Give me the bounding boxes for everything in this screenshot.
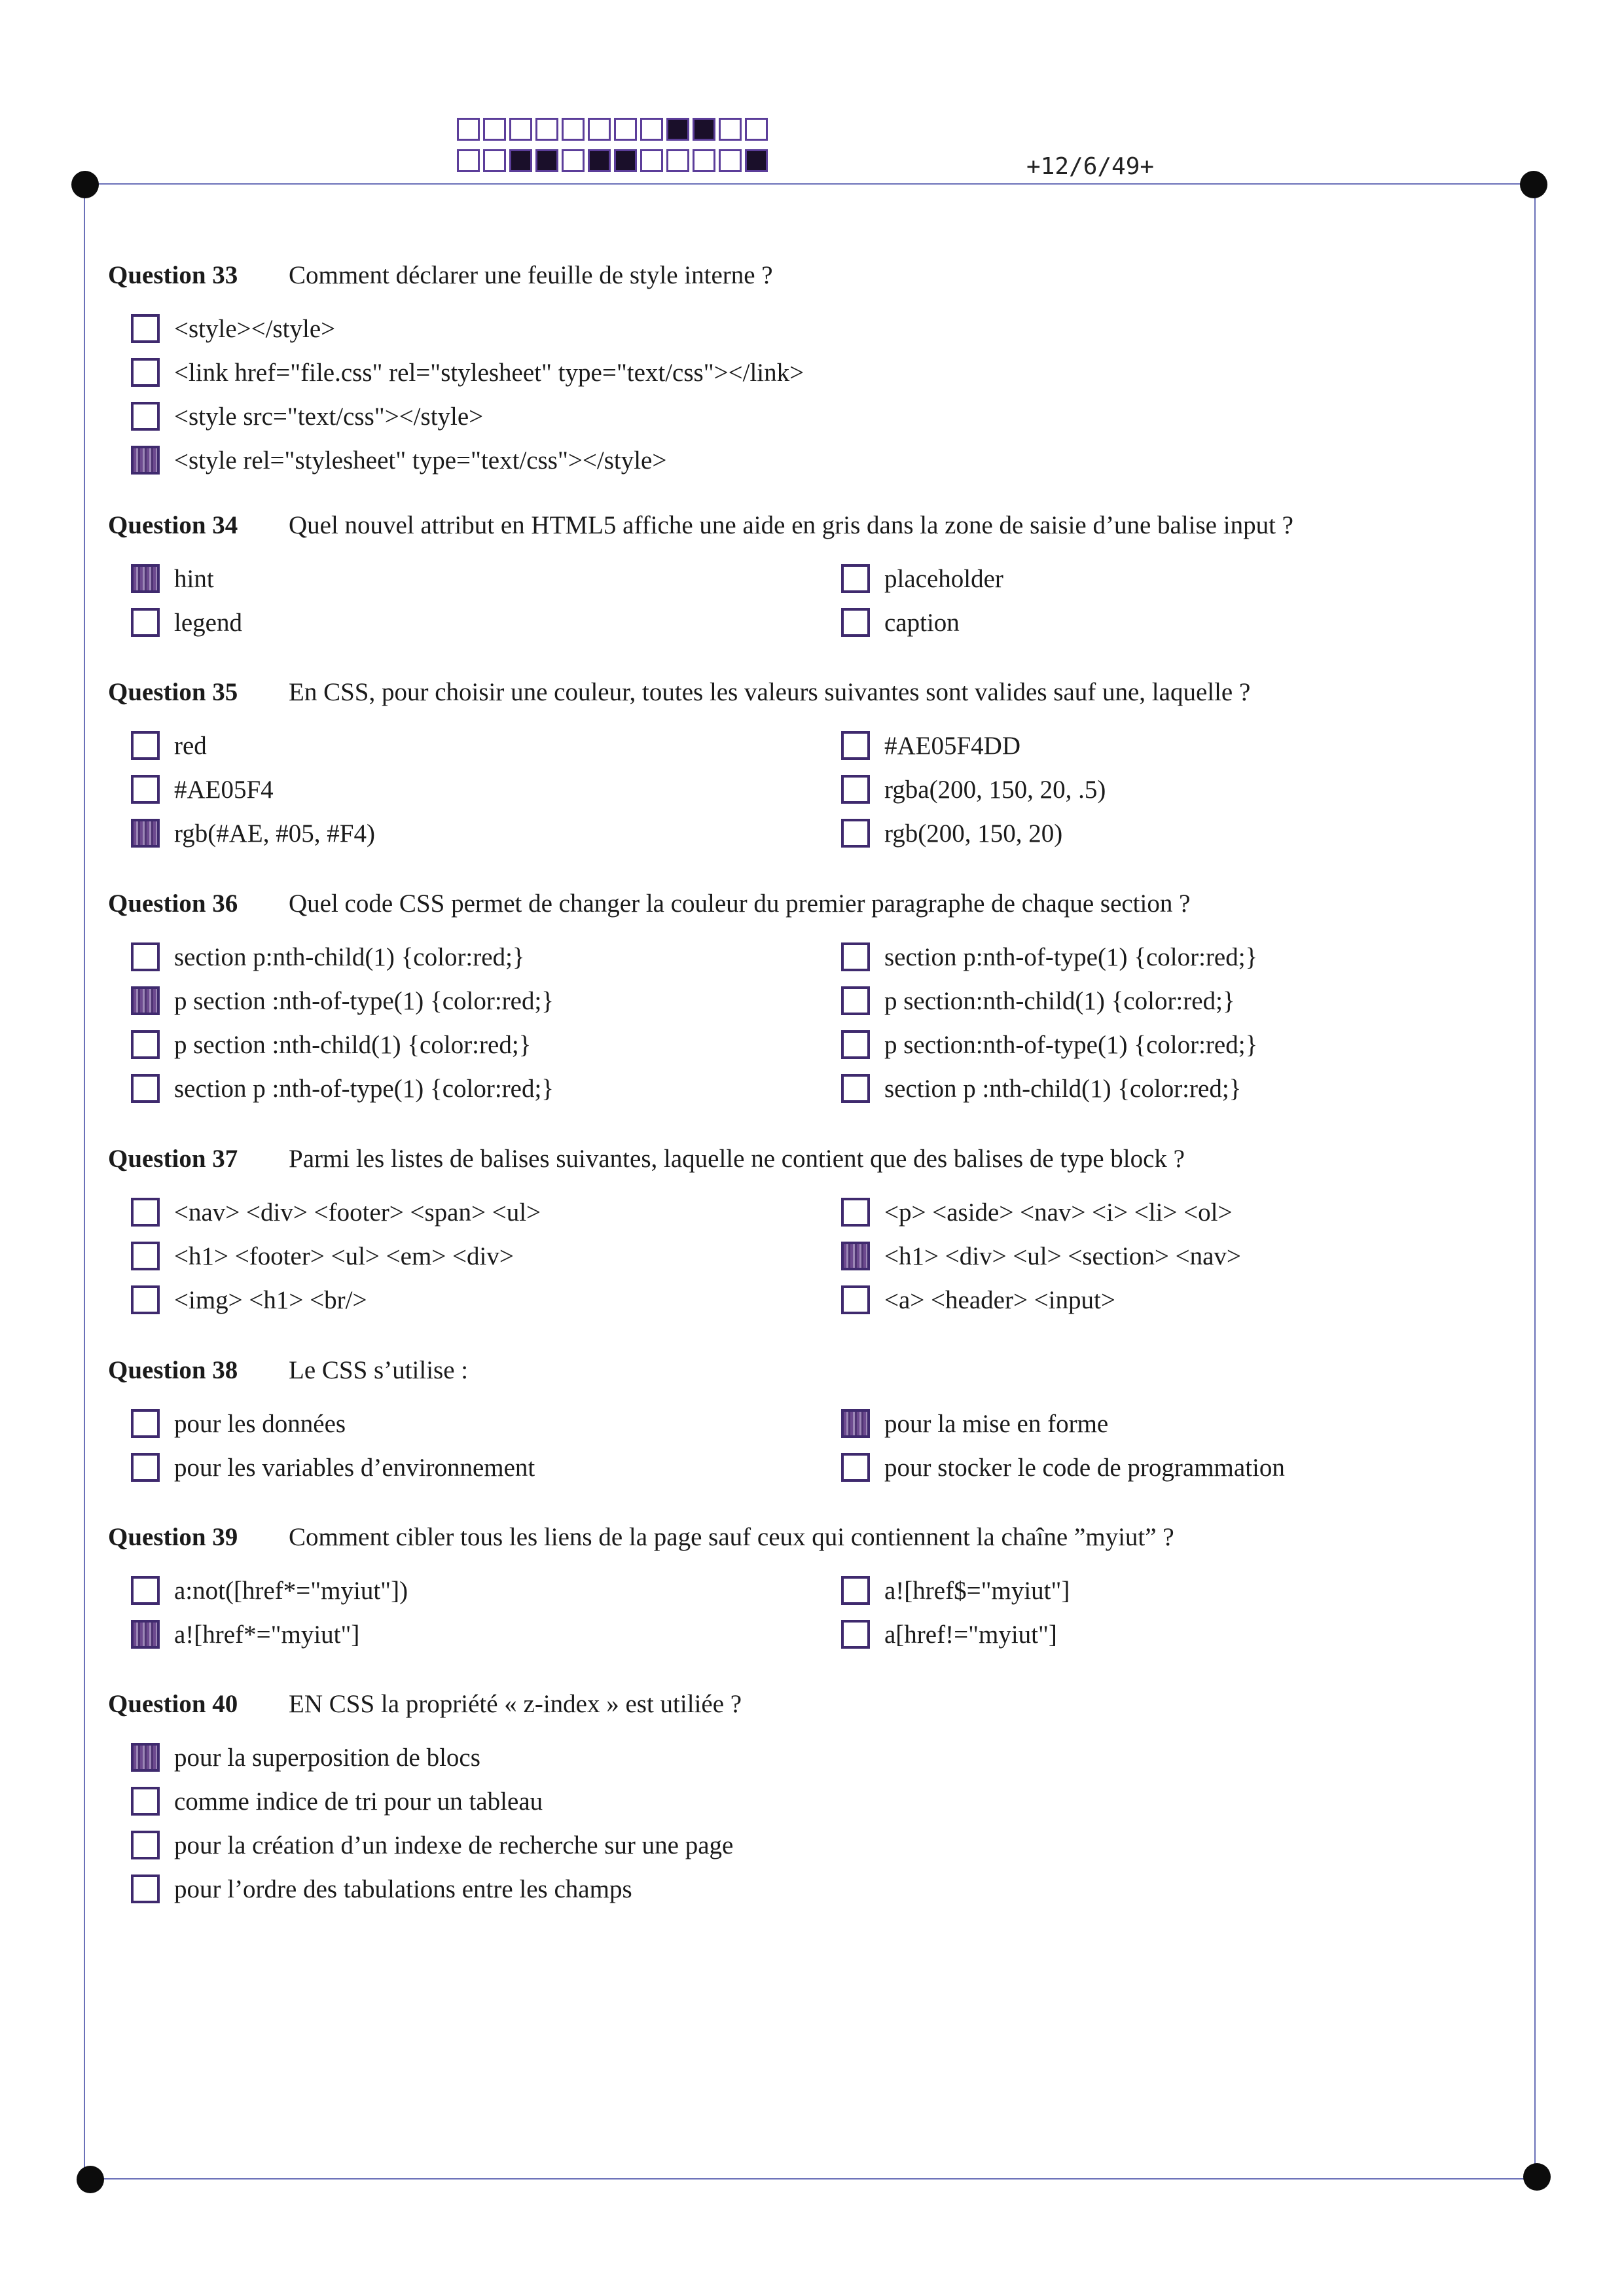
answer-checkbox[interactable]: [131, 1576, 160, 1605]
answer-checkbox[interactable]: [131, 1743, 160, 1772]
answer-option[interactable]: [131, 1782, 543, 1821]
answer-text: p section:nth-child(1) {color:red;}: [884, 986, 1235, 1015]
answer-text: pour la superposition de blocs: [174, 1743, 480, 1772]
answer-option[interactable]: [131, 1069, 554, 1108]
answer-text: <h1> <div> <ul> <section> <nav>: [884, 1242, 1241, 1270]
answer-option[interactable]: [841, 1280, 1115, 1319]
answer-text: pour l’ordre des tabulations entre les champs: [174, 1874, 632, 1903]
registration-mark-bottom-left: [77, 2166, 104, 2193]
answer-option[interactable]: [131, 1571, 408, 1610]
answer-checkbox[interactable]: [841, 1242, 870, 1270]
answer-options: [108, 1193, 1509, 1323]
answer-option[interactable]: [841, 1236, 1241, 1276]
answer-text: section p:nth-of-type(1) {color:red;}: [884, 942, 1258, 971]
answer-text: p section :nth-child(1) {color:red;}: [174, 1030, 532, 1059]
answer-option[interactable]: [131, 1280, 367, 1319]
answer-checkbox[interactable]: [841, 1409, 870, 1438]
question-header: [108, 672, 1509, 711]
answer-text: <style src="text/css"></style>: [174, 402, 484, 431]
answer-checkbox[interactable]: [841, 1030, 870, 1059]
answer-checkbox[interactable]: [131, 608, 160, 637]
question-header: [108, 1139, 1509, 1178]
answer-text: a:not([href*="myiut"]): [174, 1576, 408, 1605]
answer-checkbox[interactable]: [131, 1874, 160, 1903]
answer-option[interactable]: [841, 814, 1062, 853]
question-label: Question 38: [108, 1355, 238, 1384]
answer-option[interactable]: [131, 1236, 514, 1276]
code-cell: [693, 118, 715, 141]
answer-text: section p :nth-child(1) {color:red;}: [884, 1074, 1242, 1103]
answer-checkbox[interactable]: [841, 731, 870, 760]
answer-option[interactable]: [131, 1825, 733, 1865]
answer-checkbox[interactable]: [841, 608, 870, 637]
question-label: Question 37: [108, 1144, 238, 1173]
answer-text: rgba(200, 150, 20, .5): [884, 775, 1106, 804]
answer-option[interactable]: [131, 814, 375, 853]
question-text: En CSS, pour choisir une couleur, toutes les valeurs suivantes sont valides sauf une, laquelle ?: [289, 677, 1251, 706]
answer-option[interactable]: [131, 770, 274, 809]
answer-option[interactable]: [841, 1615, 1057, 1654]
question-header: [108, 884, 1509, 923]
answer-option[interactable]: [841, 981, 1235, 1020]
answer-text: <style></style>: [174, 314, 336, 343]
answer-checkbox[interactable]: [131, 1620, 160, 1649]
code-cell: [719, 149, 742, 172]
question-34: [108, 505, 1509, 645]
answer-text: <a> <header> <input>: [884, 1285, 1115, 1314]
code-cell: [588, 149, 611, 172]
code-cell: [693, 149, 715, 172]
question-35: [108, 672, 1509, 856]
sheet-code-row: [457, 149, 771, 174]
registration-mark-top-left: [71, 171, 99, 198]
answer-option[interactable]: [841, 937, 1257, 977]
code-cell: [666, 149, 689, 172]
question-text: EN CSS la propriété « z-index » est utiliée ?: [289, 1689, 742, 1718]
answer-checkbox[interactable]: [131, 1285, 160, 1314]
answer-checkbox[interactable]: [841, 986, 870, 1015]
answer-checkbox[interactable]: [841, 1285, 870, 1314]
answer-checkbox[interactable]: [131, 1787, 160, 1816]
question-header: [108, 255, 1509, 295]
answer-text: pour les variables d’environnement: [174, 1453, 535, 1482]
answer-option[interactable]: [841, 1571, 1070, 1610]
answer-options: [108, 726, 1509, 856]
answer-text: section p:nth-child(1) {color:red;}: [174, 942, 525, 971]
answer-options: [108, 937, 1509, 1111]
answer-option[interactable]: [841, 1404, 1108, 1443]
question-text: Quel code CSS permet de changer la couleur du premier paragraphe de chaque section ?: [289, 889, 1191, 918]
code-cell: [640, 149, 663, 172]
answer-option[interactable]: [131, 726, 207, 765]
answer-option[interactable]: [841, 603, 960, 642]
question-header: [108, 1517, 1509, 1556]
question-text: Le CSS s’utilise :: [289, 1355, 469, 1384]
answer-checkbox[interactable]: [841, 1198, 870, 1227]
code-cell: [666, 118, 689, 141]
answer-checkbox[interactable]: [131, 564, 160, 593]
question-text: Quel nouvel attribut en HTML5 affiche une aide en gris dans la zone de saisie d’une balise input ?: [289, 511, 1293, 539]
question-37: [108, 1139, 1509, 1323]
answer-options: [108, 1738, 1509, 1912]
answer-text: section p :nth-of-type(1) {color:red;}: [174, 1074, 554, 1103]
question-text: Comment déclarer une feuille de style interne ?: [289, 260, 773, 289]
answer-checkbox[interactable]: [131, 819, 160, 848]
question-text: Comment cibler tous les liens de la page sauf ceux qui contiennent la chaîne ”myiut” ?: [289, 1522, 1174, 1551]
answer-text: p section :nth-of-type(1) {color:red;}: [174, 986, 554, 1015]
question-label: Question 33: [108, 260, 238, 289]
answer-text: <nav> <div> <footer> <span> <ul>: [174, 1198, 541, 1227]
answer-option[interactable]: [131, 353, 804, 392]
answer-option[interactable]: [131, 309, 335, 348]
code-cell: [483, 118, 506, 141]
answer-text: <link href="file.css" rel="stylesheet" type="text/css"></link>: [174, 358, 804, 387]
answer-checkbox[interactable]: [131, 986, 160, 1015]
answer-option[interactable]: [131, 981, 554, 1020]
code-cell: [745, 149, 768, 172]
answer-checkbox[interactable]: [131, 358, 160, 387]
answer-text: <h1> <footer> <ul> <em> <div>: [174, 1242, 514, 1270]
answer-checkbox[interactable]: [841, 1074, 870, 1103]
answer-text: <p> <aside> <nav> <i> <li> <ol>: [884, 1198, 1233, 1227]
question-text: Parmi les listes de balises suivantes, laquelle ne contient que des balises de type block ?: [289, 1144, 1185, 1173]
answer-checkbox[interactable]: [131, 314, 160, 343]
code-cell: [562, 149, 585, 172]
question-40: [108, 1684, 1509, 1912]
answer-option[interactable]: [841, 559, 1003, 598]
answer-text: pour les données: [174, 1409, 346, 1438]
answer-option[interactable]: [131, 1448, 535, 1487]
question-header: [108, 1684, 1509, 1723]
answer-option[interactable]: [841, 1193, 1232, 1232]
answer-option[interactable]: [131, 1404, 346, 1443]
answer-checkbox[interactable]: [131, 775, 160, 804]
question-38: [108, 1350, 1509, 1490]
answer-text: pour stocker le code de programmation: [884, 1453, 1285, 1482]
answer-checkbox[interactable]: [841, 1576, 870, 1605]
sheet-code-row: [457, 118, 771, 143]
answer-checkbox[interactable]: [131, 402, 160, 431]
code-cell: [509, 149, 532, 172]
answer-text: red: [174, 731, 207, 760]
answer-checkbox[interactable]: [131, 1242, 160, 1270]
answer-option[interactable]: [841, 1069, 1241, 1108]
answer-options: [108, 1571, 1509, 1657]
question-header: [108, 505, 1509, 545]
code-cell: [509, 118, 532, 141]
answer-checkbox[interactable]: [841, 819, 870, 848]
code-cell: [614, 118, 637, 141]
answer-text: hint: [174, 564, 214, 593]
question-label: Question 35: [108, 677, 238, 706]
answer-checkbox[interactable]: [841, 1453, 870, 1482]
answer-option[interactable]: [131, 603, 242, 642]
code-cell: [535, 118, 558, 141]
answer-text: #AE05F4: [174, 775, 274, 804]
answer-checkbox[interactable]: [131, 1198, 160, 1227]
sheet-id: +12/6/49+: [1026, 153, 1155, 180]
answer-option[interactable]: [841, 1025, 1257, 1064]
answer-option[interactable]: [131, 1615, 359, 1654]
answer-checkbox[interactable]: [131, 1074, 160, 1103]
question-header: [108, 1350, 1509, 1390]
answer-text: #AE05F4DD: [884, 731, 1021, 760]
answer-option[interactable]: [131, 1193, 541, 1232]
answer-text: rgb(200, 150, 20): [884, 819, 1063, 848]
code-cell: [719, 118, 742, 141]
answer-option[interactable]: [131, 559, 214, 598]
answer-checkbox[interactable]: [841, 775, 870, 804]
answer-text: pour la création d’un indexe de recherche sur une page: [174, 1831, 734, 1859]
code-cell: [614, 149, 637, 172]
answer-checkbox[interactable]: [841, 564, 870, 593]
answer-checkbox[interactable]: [131, 942, 160, 971]
answer-checkbox[interactable]: [131, 1831, 160, 1859]
answer-text: caption: [884, 608, 960, 637]
answer-checkbox[interactable]: [131, 1409, 160, 1438]
answer-checkbox[interactable]: [841, 1620, 870, 1649]
answer-options: [108, 309, 1509, 483]
answer-text: placeholder: [884, 564, 1003, 593]
question-36: [108, 884, 1509, 1111]
question-label: Question 39: [108, 1522, 238, 1551]
registration-mark-bottom-right: [1523, 2163, 1551, 2191]
code-cell: [745, 118, 768, 141]
answer-text: comme indice de tri pour un tableau: [174, 1787, 543, 1816]
code-cell: [457, 149, 480, 172]
question-label: Question 36: [108, 889, 238, 918]
answer-checkbox[interactable]: [131, 446, 160, 475]
answer-option[interactable]: [131, 440, 666, 480]
answer-text: <style rel="stylesheet" type="text/css"></style>: [174, 446, 667, 475]
registration-mark-top-right: [1520, 171, 1547, 198]
code-cell: [562, 118, 585, 141]
answer-options: [108, 559, 1509, 645]
answer-option[interactable]: [131, 1025, 531, 1064]
answer-checkbox[interactable]: [131, 1453, 160, 1482]
answer-option[interactable]: [841, 726, 1020, 765]
answer-option[interactable]: [131, 397, 483, 436]
answer-option[interactable]: [841, 770, 1106, 809]
answer-option[interactable]: [131, 1738, 480, 1777]
answer-text: legend: [174, 608, 242, 637]
answer-checkbox[interactable]: [841, 942, 870, 971]
answer-text: a![href$="myiut"]: [884, 1576, 1070, 1605]
answer-option[interactable]: [841, 1448, 1285, 1487]
code-cell: [640, 118, 663, 141]
answer-text: <img> <h1> <br/>: [174, 1285, 367, 1314]
code-cell: [483, 149, 506, 172]
question-33: [108, 255, 1509, 483]
answer-option[interactable]: [131, 1869, 632, 1909]
question-39: [108, 1517, 1509, 1657]
code-cell: [457, 118, 480, 141]
answer-text: p section:nth-of-type(1) {color:red;}: [884, 1030, 1258, 1059]
answer-option[interactable]: [131, 937, 525, 977]
question-label: Question 40: [108, 1689, 238, 1718]
answer-checkbox[interactable]: [131, 731, 160, 760]
answer-text: a[href!="myiut"]: [884, 1620, 1057, 1649]
sheet-code-grid: [457, 118, 771, 181]
code-cell: [535, 149, 558, 172]
answer-text: a![href*="myiut"]: [174, 1620, 360, 1649]
answer-text: pour la mise en forme: [884, 1409, 1109, 1438]
question-label: Question 34: [108, 511, 238, 539]
code-cell: [588, 118, 611, 141]
answer-text: rgb(#AE, #05, #F4): [174, 819, 375, 848]
answer-checkbox[interactable]: [131, 1030, 160, 1059]
answer-options: [108, 1404, 1509, 1490]
